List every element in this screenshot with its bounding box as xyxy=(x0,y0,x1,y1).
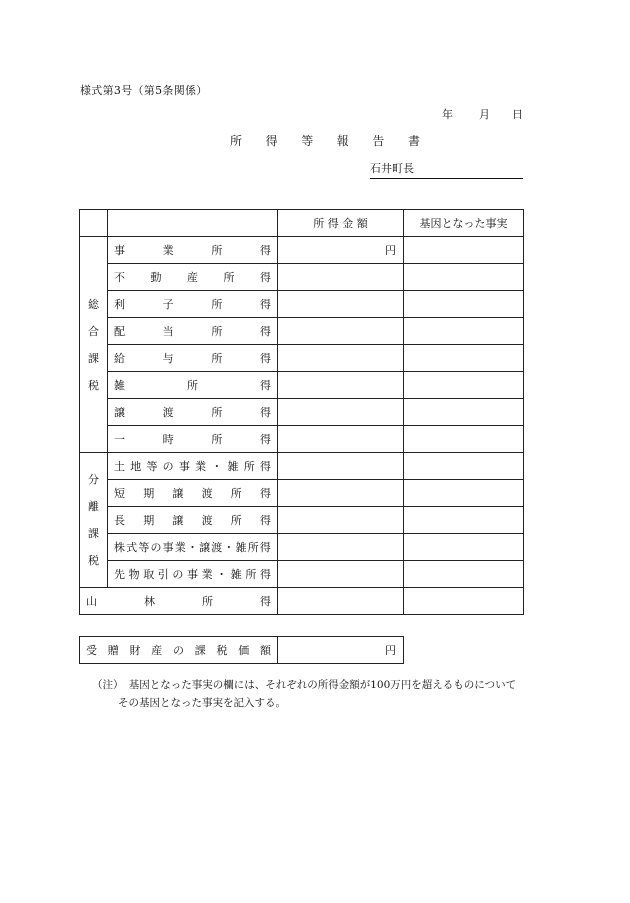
gift-amount-field[interactable]: 円 xyxy=(278,637,404,664)
amount-field[interactable]: 円 xyxy=(278,237,404,264)
income-type-char: 譲 xyxy=(172,487,184,500)
title-char: 書 xyxy=(407,134,420,148)
income-type-char: 所 xyxy=(230,514,242,527)
income-type-char: 物 xyxy=(128,568,140,581)
income-type-char: 事 xyxy=(162,541,174,554)
income-type-label xyxy=(108,426,278,453)
income-type-char: 式 xyxy=(126,541,138,554)
fact-field[interactable] xyxy=(404,291,524,318)
income-type-char: 得 xyxy=(259,298,271,311)
gift-label-char: 産 xyxy=(151,644,163,657)
income-type-char: ・ xyxy=(216,568,228,581)
table-row xyxy=(80,561,524,588)
income-type-char: 所 xyxy=(230,487,242,500)
tax-category-char: 課 xyxy=(88,527,99,540)
income-type-char: 動 xyxy=(150,271,162,284)
income-type-char: 所 xyxy=(211,352,223,365)
date-day-label: 日 xyxy=(512,108,523,121)
income-type-char: 雑 xyxy=(227,460,239,473)
gift-label xyxy=(80,637,278,664)
fact-field[interactable] xyxy=(404,453,524,480)
table-row xyxy=(80,345,524,372)
income-type-char: 得 xyxy=(259,568,271,581)
income-type-label xyxy=(80,588,278,615)
income-type-char: 期 xyxy=(143,487,155,500)
income-type-char: 渡 xyxy=(201,514,213,527)
income-type-char: 所 xyxy=(211,406,223,419)
tax-category-label xyxy=(80,453,108,588)
table-row xyxy=(80,372,524,399)
amount-field[interactable] xyxy=(278,318,404,345)
income-type-char: ・ xyxy=(223,541,235,554)
fact-field[interactable] xyxy=(404,507,524,534)
income-type-char: 等 xyxy=(138,541,150,554)
amount-field[interactable] xyxy=(278,480,404,507)
income-type-char: 業 xyxy=(195,460,207,473)
income-type-label xyxy=(108,399,278,426)
tax-category-char: 離 xyxy=(88,500,99,513)
table-row xyxy=(80,534,524,561)
income-type-char: 所 xyxy=(245,568,257,581)
income-type-label xyxy=(108,480,278,507)
gift-label-char: 財 xyxy=(129,644,141,657)
footnote-line-2: その基因となった事実を記入する。 xyxy=(118,697,286,709)
income-type-label xyxy=(108,561,278,588)
gift-label-char: 価 xyxy=(238,644,250,657)
income-type-char: 得 xyxy=(259,406,271,419)
addressee: 石井町長 xyxy=(370,160,523,179)
table-row xyxy=(80,588,524,615)
fact-field[interactable] xyxy=(404,588,524,615)
tax-category-label xyxy=(80,237,108,453)
income-type-label xyxy=(108,507,278,534)
amount-field[interactable] xyxy=(278,507,404,534)
income-type-char: 配 xyxy=(114,325,125,338)
income-type-char: の xyxy=(172,568,184,581)
amount-field[interactable] xyxy=(278,264,404,291)
income-type-char: 与 xyxy=(162,352,174,365)
gift-label-char: 受 xyxy=(86,644,97,657)
gift-tax-table xyxy=(79,636,404,664)
amount-field[interactable] xyxy=(278,426,404,453)
tax-category-char: 合 xyxy=(88,324,99,338)
title-char: 所 xyxy=(230,134,243,148)
income-type-char: 産 xyxy=(187,271,198,284)
header-corner-cell xyxy=(80,210,108,237)
fact-field[interactable] xyxy=(404,318,524,345)
amount-field[interactable] xyxy=(278,345,404,372)
income-type-char: 譲 xyxy=(199,541,211,554)
footnote xyxy=(92,676,516,712)
income-type-char: 雑 xyxy=(235,541,247,554)
income-type-char: 一 xyxy=(114,433,125,446)
income-type-char: 事 xyxy=(186,568,198,581)
table-row xyxy=(80,453,524,480)
income-type-char: 土 xyxy=(114,460,125,473)
income-type-char: 業 xyxy=(201,568,213,581)
header-amount: 所 得 金 額 xyxy=(278,210,404,237)
table-row xyxy=(80,399,524,426)
income-type-char: 得 xyxy=(259,433,271,446)
footnote-line-1: （注） 基因となった事実の欄には、それぞれの所得金額が100万円を超えるものについて xyxy=(92,679,517,691)
income-type-char: 業 xyxy=(174,541,186,554)
income-type-char: 所 xyxy=(211,433,223,446)
income-type-char: 業 xyxy=(162,244,174,257)
title-char: 告 xyxy=(372,134,385,148)
fact-field[interactable] xyxy=(404,480,524,507)
date-month-label: 月 xyxy=(479,108,490,121)
income-type-char: の xyxy=(150,541,162,554)
income-type-char: 利 xyxy=(114,298,125,311)
amount-field[interactable] xyxy=(278,534,404,561)
gift-label-char: 贈 xyxy=(107,644,119,657)
income-type-char: 所 xyxy=(202,595,213,608)
income-type-char: ・ xyxy=(186,541,198,554)
income-type-char: 渡 xyxy=(201,487,213,500)
fact-field[interactable] xyxy=(404,399,524,426)
gift-label-char: 額 xyxy=(260,644,271,657)
amount-field[interactable] xyxy=(278,372,404,399)
amount-field[interactable] xyxy=(278,399,404,426)
gift-label-char: 税 xyxy=(216,644,228,657)
income-type-char: 所 xyxy=(211,298,223,311)
income-type-char: 得 xyxy=(259,487,271,500)
income-type-label xyxy=(108,291,278,318)
income-type-char: 長 xyxy=(114,514,125,527)
form-number-label: 様式第3号（第5条関係） xyxy=(80,84,208,97)
income-type-char: 得 xyxy=(260,271,271,284)
income-type-char: 所 xyxy=(187,379,198,392)
tax-category-char: 税 xyxy=(88,378,99,392)
fact-field[interactable] xyxy=(404,534,524,561)
income-type-label xyxy=(108,345,278,372)
income-type-char: 事 xyxy=(178,460,190,473)
income-type-char: 株 xyxy=(114,541,125,554)
table-row xyxy=(80,318,524,345)
income-type-label xyxy=(108,453,278,480)
income-type-char: 所 xyxy=(243,460,255,473)
gift-label-char: 課 xyxy=(194,644,206,657)
income-type-char: 当 xyxy=(162,325,174,338)
income-type-char: 先 xyxy=(114,568,125,581)
tax-category-char: 総 xyxy=(88,297,99,311)
table-row xyxy=(80,237,524,264)
income-type-char: 山 xyxy=(86,595,97,608)
income-type-char: 不 xyxy=(114,271,125,284)
table-row xyxy=(80,426,524,453)
income-type-char: 得 xyxy=(259,541,271,554)
amount-field[interactable] xyxy=(278,588,404,615)
income-type-char: 得 xyxy=(260,595,271,608)
fact-field[interactable] xyxy=(404,264,524,291)
income-type-char: の xyxy=(162,460,174,473)
income-type-char: 得 xyxy=(259,352,271,365)
amount-field[interactable] xyxy=(278,453,404,480)
income-type-char: 引 xyxy=(157,568,169,581)
amount-field[interactable] xyxy=(278,291,404,318)
fact-field[interactable] xyxy=(404,345,524,372)
table-row xyxy=(80,264,524,291)
income-type-char: 地 xyxy=(130,460,142,473)
title-char: 報 xyxy=(336,134,349,148)
tax-category-char: 分 xyxy=(88,473,99,486)
income-type-char: 短 xyxy=(114,487,125,500)
income-type-char: 子 xyxy=(162,298,174,311)
income-type-char: 林 xyxy=(144,595,155,608)
tax-category-char: 税 xyxy=(88,554,99,567)
income-type-char: 得 xyxy=(259,514,271,527)
income-type-char: 事 xyxy=(114,244,125,257)
table-row xyxy=(80,291,524,318)
title-char: 得 xyxy=(265,134,278,148)
income-type-char: 所 xyxy=(211,325,223,338)
income-type-char: 渡 xyxy=(211,541,223,554)
tax-category-char: 課 xyxy=(88,351,99,365)
table-row xyxy=(80,480,524,507)
fact-field[interactable] xyxy=(404,237,524,264)
income-type-char: 雑 xyxy=(114,379,125,392)
income-type-char: 所 xyxy=(211,244,223,257)
income-type-char: 得 xyxy=(259,325,271,338)
fact-field[interactable] xyxy=(404,561,524,588)
table-row xyxy=(80,507,524,534)
income-type-char: 得 xyxy=(260,379,271,392)
income-type-char: 雑 xyxy=(230,568,242,581)
gift-label-char: の xyxy=(173,644,184,657)
income-type-char: 時 xyxy=(162,433,174,446)
amount-field[interactable] xyxy=(278,561,404,588)
fact-field[interactable] xyxy=(404,372,524,399)
income-report-table xyxy=(79,209,524,615)
income-type-char: 得 xyxy=(259,244,271,257)
header-fact: 基因となった事実 xyxy=(404,210,524,237)
table-header-row xyxy=(80,210,524,237)
income-type-char: 渡 xyxy=(162,406,174,419)
income-type-label xyxy=(108,318,278,345)
income-type-char: 期 xyxy=(143,514,155,527)
fact-field[interactable] xyxy=(404,426,524,453)
income-type-label xyxy=(108,372,278,399)
income-type-char: 給 xyxy=(114,352,125,365)
income-type-char: ・ xyxy=(211,460,223,473)
income-type-char: 譲 xyxy=(172,514,184,527)
header-item-cell xyxy=(108,210,278,237)
date-year-label: 年 xyxy=(442,108,453,121)
gift-row xyxy=(80,637,404,664)
income-type-char: 得 xyxy=(259,460,271,473)
income-type-char: 所 xyxy=(247,541,259,554)
document-title xyxy=(230,132,420,149)
income-type-char: 等 xyxy=(146,460,158,473)
income-type-label xyxy=(108,264,278,291)
income-type-char: 譲 xyxy=(114,406,125,419)
title-char: 等 xyxy=(301,134,314,148)
income-type-char: 所 xyxy=(223,271,235,284)
income-type-label xyxy=(108,237,278,264)
income-type-label xyxy=(108,534,278,561)
income-type-char: 取 xyxy=(143,568,155,581)
